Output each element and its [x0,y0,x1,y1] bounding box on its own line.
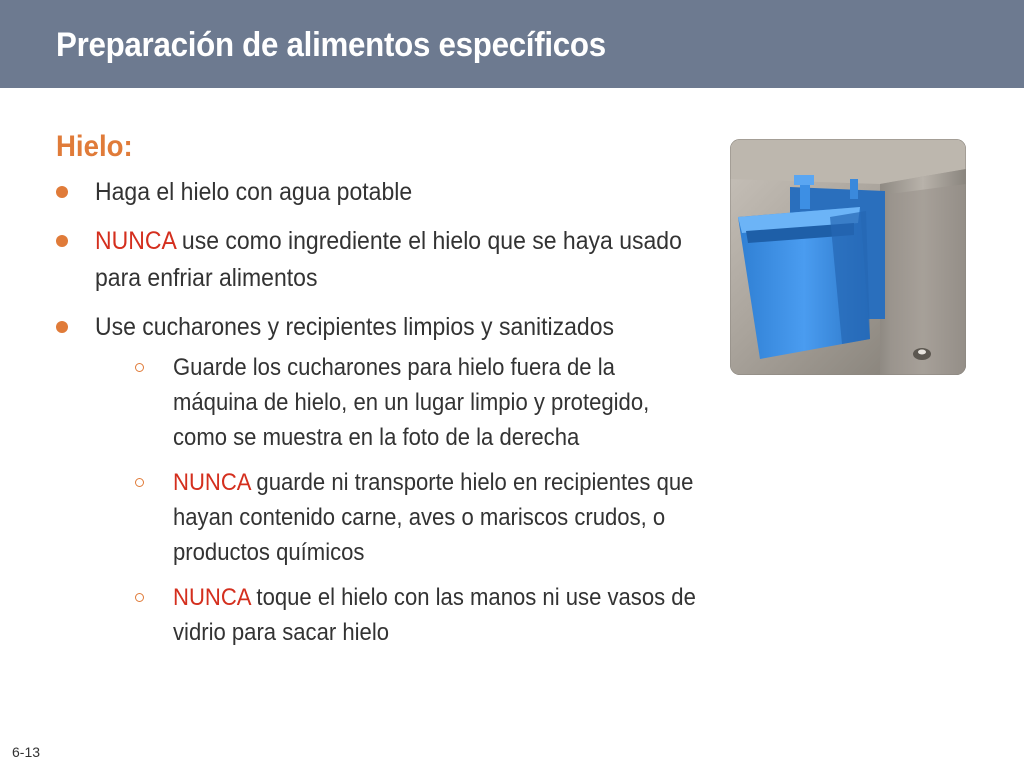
bullet-item [56,174,706,211]
circle-bullet-icon [135,478,144,487]
slide-number: 6-13 [12,744,41,760]
bullet-item [56,309,706,650]
circle-bullet-icon [135,593,144,602]
bullet-text [95,309,702,346]
ice-scoop-holder-illustration [730,139,966,375]
bullet-dot-icon [56,235,68,247]
title-bar [0,0,1024,88]
subbullet-text [173,350,703,455]
section-heading: Hielo: [56,130,133,163]
subbullet-item [95,465,706,570]
subbullet-text [173,580,703,650]
emphasis-text: NUNCA [173,469,251,496]
bullet-item [56,223,706,297]
subbullet-item [95,350,706,455]
subbullet-body: Guarde los cucharones para hielo fuera de la máquina de hielo, en un lugar limpio y protegido, como se muestra en la foto de la derecha [173,354,650,451]
circle-bullet-icon [135,363,144,372]
subbullet-body: guarde ni transporte hielo en recipientes que hayan contenido carne, aves o mariscos crudos, o productos químicos [173,469,694,566]
subbullet-text [173,465,703,570]
slide-title: Preparación de alimentos específicos [56,26,606,64]
ice-scoop-holder-photo [730,139,966,375]
subbullet-body: toque el hielo con las manos ni use vasos de vidrio para sacar hielo [173,584,696,646]
bullet-dot-icon [56,186,68,198]
emphasis-text: NUNCA [173,584,251,611]
emphasis-text: NUNCA [95,227,176,255]
slide-content [56,130,706,662]
bullet-text [95,223,702,297]
bullet-list [56,174,706,650]
bullet-body: use como ingrediente el hielo que se haya usado para enfriar alimentos [95,227,682,292]
bullet-body: Use cucharones y recipientes limpios y sanitizados [95,313,615,341]
subbullet-list [95,350,706,650]
bullet-body: Haga el hielo con agua potable [95,178,413,206]
subbullet-item [95,580,706,650]
bullet-text [95,174,702,211]
bullet-dot-icon [56,321,68,333]
